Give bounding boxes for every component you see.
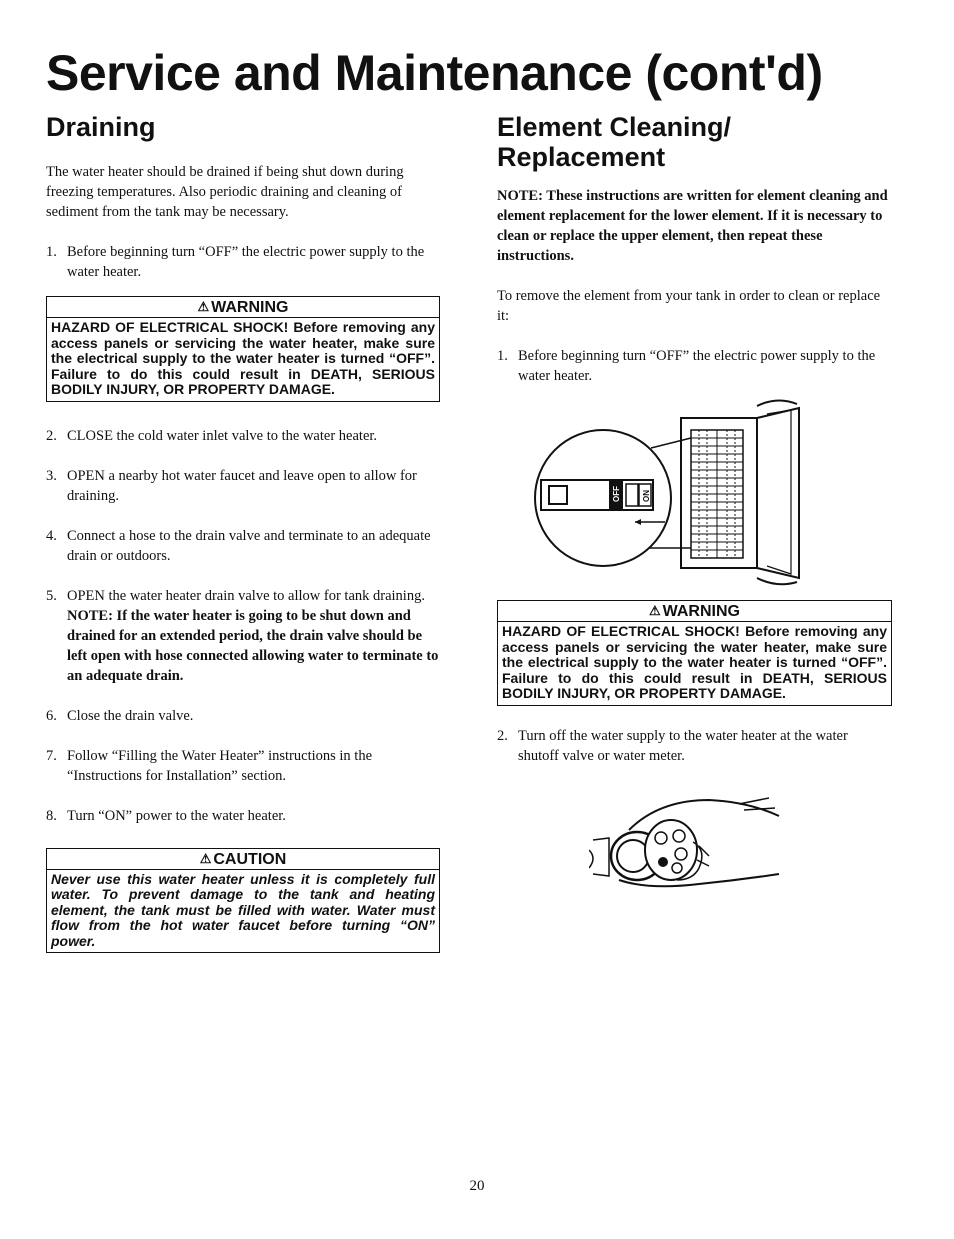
drain-note: NOTE: If the water heater is going to be shut down and drained for an extended period, the drain valve should be left open with hose connected allowing water to terminate to an adequate drain. xyxy=(67,607,439,684)
draining-heading: Draining xyxy=(46,112,156,142)
step-number: 7. xyxy=(46,747,57,764)
caution-header xyxy=(47,849,439,870)
breaker-off-label: OFF xyxy=(612,486,621,502)
breaker-on-label: ON xyxy=(642,490,651,502)
step-number: 1. xyxy=(497,348,508,364)
warning-icon: ⚠ xyxy=(197,299,210,314)
element-cleaning-heading xyxy=(497,112,892,172)
warning-title: WARNING xyxy=(211,299,289,316)
list-item xyxy=(497,346,892,386)
draining-intro: The water heater should be drained if being shut down during freezing temperatures. Also periodic draining and cleaning of sediment from the tank may be necessary. xyxy=(46,164,404,220)
draining-section xyxy=(46,112,440,953)
list-item xyxy=(46,426,440,446)
draining-step-list-b xyxy=(46,426,440,826)
warning-icon-2: ⚠ xyxy=(649,603,661,618)
valve-illustration xyxy=(589,780,789,890)
warning-box xyxy=(46,296,440,402)
caution-title: CAUTION xyxy=(213,850,287,868)
list-item xyxy=(46,806,440,826)
warning-header xyxy=(47,297,439,318)
warning-header-2 xyxy=(498,601,891,622)
step-number: 8. xyxy=(46,807,57,824)
page-number: 20 xyxy=(469,1178,485,1194)
step-text: Before beginning turn “OFF” the electric power supply to the water heater. xyxy=(518,348,876,384)
step-number: 2. xyxy=(497,727,508,744)
element-step-list-a xyxy=(497,346,892,386)
step-number: 4. xyxy=(46,527,57,544)
step-text: Turn off the water supply to the water heater at the water shutoff valve or water meter. xyxy=(518,727,848,764)
warning-box-2 xyxy=(497,600,892,706)
step-text: Before beginning turn “OFF” the electric power supply to the water heater. xyxy=(67,244,425,280)
step-number: 5. xyxy=(46,587,57,604)
breaker-panel-illustration xyxy=(531,398,811,588)
list-item xyxy=(46,586,440,686)
step-text: Follow “Filling the Water Heater” instructions in the “Instructions for Installation” section. xyxy=(67,747,373,784)
hand-valve-icon xyxy=(589,780,789,890)
list-item xyxy=(497,726,892,766)
step-text: Turn “ON” power to the water heater. xyxy=(67,807,286,824)
list-item xyxy=(46,242,440,282)
caution-icon: ⚠ xyxy=(199,850,212,866)
page-title: Service and Maintenance (cont'd) xyxy=(46,45,823,101)
step-number: 3. xyxy=(46,467,57,484)
step-text: Close the drain valve. xyxy=(67,707,194,724)
list-item xyxy=(46,706,440,726)
breaker-panel-icon xyxy=(531,398,811,588)
list-item xyxy=(46,746,440,786)
step-number: 1. xyxy=(46,244,57,260)
warning-text: HAZARD OF ELECTRICAL SHOCK! Before removing any access panels or servicing the water heater, make sure the electrical supply to the water heater is turned “OFF”. Failure to do this could result in DEATH, SERIOUS BODILY INJURY, OR PROPERTY DAMAGE. xyxy=(51,319,435,397)
list-item xyxy=(46,526,440,566)
step-number: 2. xyxy=(46,427,57,444)
warning-text-2: HAZARD OF ELECTRICAL SHOCK! Before removing any access panels or servicing the water heater, make sure the electrical supply to the water heater is turned “OFF”. Failure to do this could result in DEATH, SERIOUS BODILY INJURY, OR PROPERTY DAMAGE. xyxy=(502,623,887,701)
step-text: CLOSE the cold water inlet valve to the water heater. xyxy=(67,427,378,444)
draining-step-list-a xyxy=(46,242,440,282)
heading-line-2: Replacement xyxy=(497,142,666,172)
element-cleaning-section xyxy=(497,112,892,890)
step-text: OPEN a nearby hot water faucet and leave open to allow for draining. xyxy=(67,467,417,504)
heading-line-1: Element Cleaning/ xyxy=(497,112,732,142)
element-note: NOTE: These instructions are written for element cleaning and element replacement for the lower element. If it is necessary to clean or replace the upper element, then repeat these instructions. xyxy=(497,188,888,264)
step-text: Connect a hose to the drain valve and terminate to an adequate drain or outdoors. xyxy=(67,527,431,564)
step-text: OPEN the water heater drain valve to allow for tank draining. xyxy=(67,587,425,604)
caution-box xyxy=(46,848,440,954)
caution-text: Never use this water heater unless it is completely full water. To prevent damage to the tank and heating element, the tank must be filled with water. Water must flow from the hot water faucet before turning “ON” power. xyxy=(51,870,435,949)
element-intro: To remove the element from your tank in order to clean or replace it: xyxy=(497,288,881,324)
warning-title-2: WARNING xyxy=(662,603,740,620)
list-item xyxy=(46,466,440,506)
step-number: 6. xyxy=(46,707,57,724)
element-step-list-b xyxy=(497,726,892,766)
